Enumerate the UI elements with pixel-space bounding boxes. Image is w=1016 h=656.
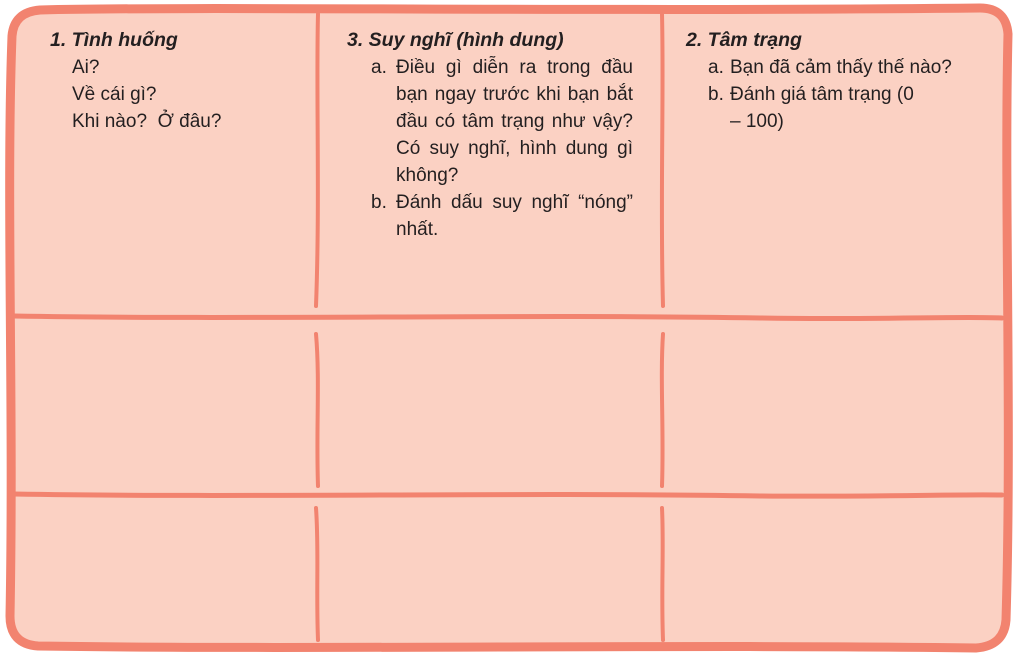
col-divider-1-row2: [316, 334, 318, 486]
col-divider-2-row1: [662, 14, 663, 306]
mood-item-b-label: b.: [708, 84, 724, 105]
mood-item-b-text: Đánh giá tâm trạng (0 – 100): [730, 84, 914, 132]
mood-item-a-label: a.: [708, 57, 724, 78]
col-divider-2-row3: [662, 508, 663, 640]
situation-line-who: Ai?: [72, 57, 100, 78]
col-divider-2-row2: [662, 334, 663, 486]
mood-item-a-text: Bạn đã cảm thấy thế nào?: [730, 57, 952, 78]
row-divider-2: [14, 494, 1002, 496]
cell-situation: [50, 27, 300, 135]
thoughts-item-a-label: a.: [371, 57, 387, 78]
thoughts-item-b-label: b.: [371, 192, 387, 213]
row-divider-1: [14, 316, 1002, 319]
thoughts-item-a-text: Điều gì diễn ra trong đầu bạn ngay trước khi bạn bắt đầu có tâm trạng như vậy? Có suy nghĩ, hình dung gì không?: [396, 57, 633, 186]
cell-mood: [686, 27, 964, 135]
mood-item-b: [686, 81, 964, 135]
col-divider-1-row1: [316, 14, 318, 306]
situation-line-what: Về cái gì?: [72, 84, 157, 105]
mood-heading: 2. Tâm trạng: [686, 29, 802, 51]
cell-thoughts: [347, 27, 633, 243]
thoughts-item-a: [347, 54, 633, 189]
mood-item-a: [686, 54, 964, 81]
col-divider-1-row3: [316, 508, 318, 640]
thoughts-item-b: [347, 189, 633, 243]
situation-line-when-where: Khi nào? Ở đâu?: [72, 111, 222, 132]
thoughts-heading: 3. Suy nghĩ (hình dung): [347, 29, 564, 51]
situation-heading: 1. Tình huống: [50, 29, 178, 51]
thoughts-item-b-text: Đánh dấu suy nghĩ “nóng” nhất.: [396, 192, 633, 240]
